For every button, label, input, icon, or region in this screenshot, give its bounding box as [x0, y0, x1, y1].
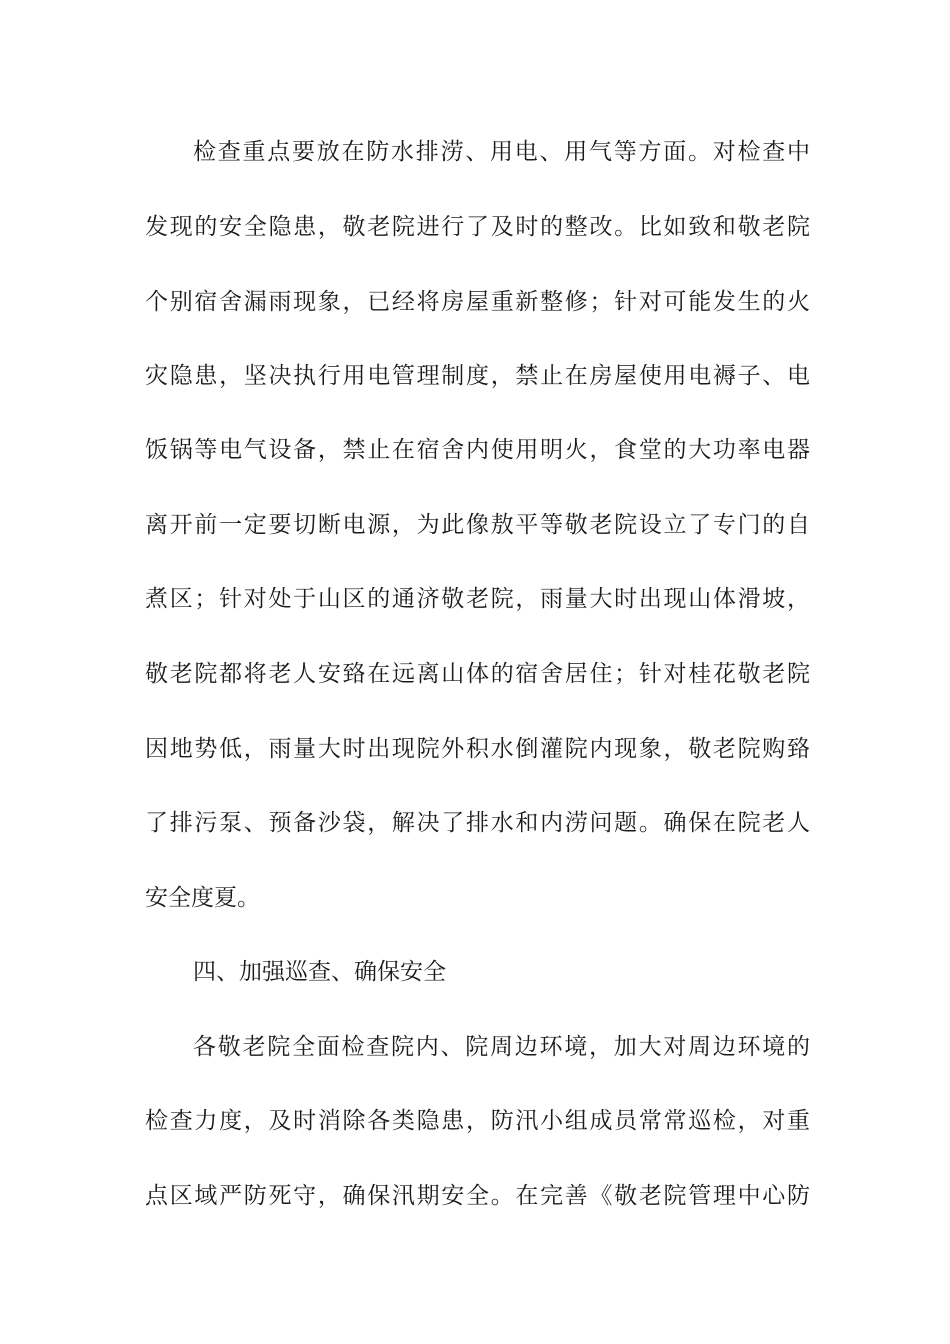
paragraph-line: 个别宿舍漏雨现象，已经将房屋重新整修；针对可能发生的火	[145, 289, 810, 315]
paragraph-line: 煮区；针对处于山区的通济敬老院，雨量大时出现山体滑坡，	[145, 586, 810, 612]
paragraph-line: 发现的安全隐患，敬老院进行了及时的整改。比如致和敬老院	[145, 214, 810, 240]
paragraph-line: 各敬老院全面检查院内、院周边环境，加大对周边环境的	[193, 1034, 810, 1060]
paragraph-line: 敬老院都将老人安臵在远离山体的宿舍居住；针对桂花敬老院	[145, 661, 810, 687]
paragraph-line: 点区域严防死守，确保汛期安全。在完善《敬老院管理中心防	[145, 1183, 810, 1209]
paragraph-line: 灾隐患，坚决执行用电管理制度，禁止在房屋使用电褥子、电	[145, 363, 810, 389]
paragraph-line: 检查力度，及时消除各类隐患，防汛小组成员常常巡检，对重	[145, 1108, 810, 1134]
paragraph-line: 离开前一定要切断电源，为此像敖平等敬老院设立了专门的自	[145, 512, 810, 538]
paragraph-line: 检查重点要放在防水排涝、用电、用气等方面。对检查中	[193, 139, 810, 165]
paragraph-line: 饭锅等电气设备，禁止在宿舍内使用明火，食堂的大功率电器	[145, 437, 810, 463]
section-heading: 四、加强巡查、确保安全	[193, 959, 446, 985]
paragraph-line: 了排污泵、预备沙袋，解决了排水和内涝问题。确保在院老人	[145, 810, 810, 836]
paragraph-line: 因地势低，雨量大时出现院外积水倒灌院内现象，敬老院购臵	[145, 736, 810, 762]
paragraph-line: 安全度夏。	[145, 885, 260, 911]
